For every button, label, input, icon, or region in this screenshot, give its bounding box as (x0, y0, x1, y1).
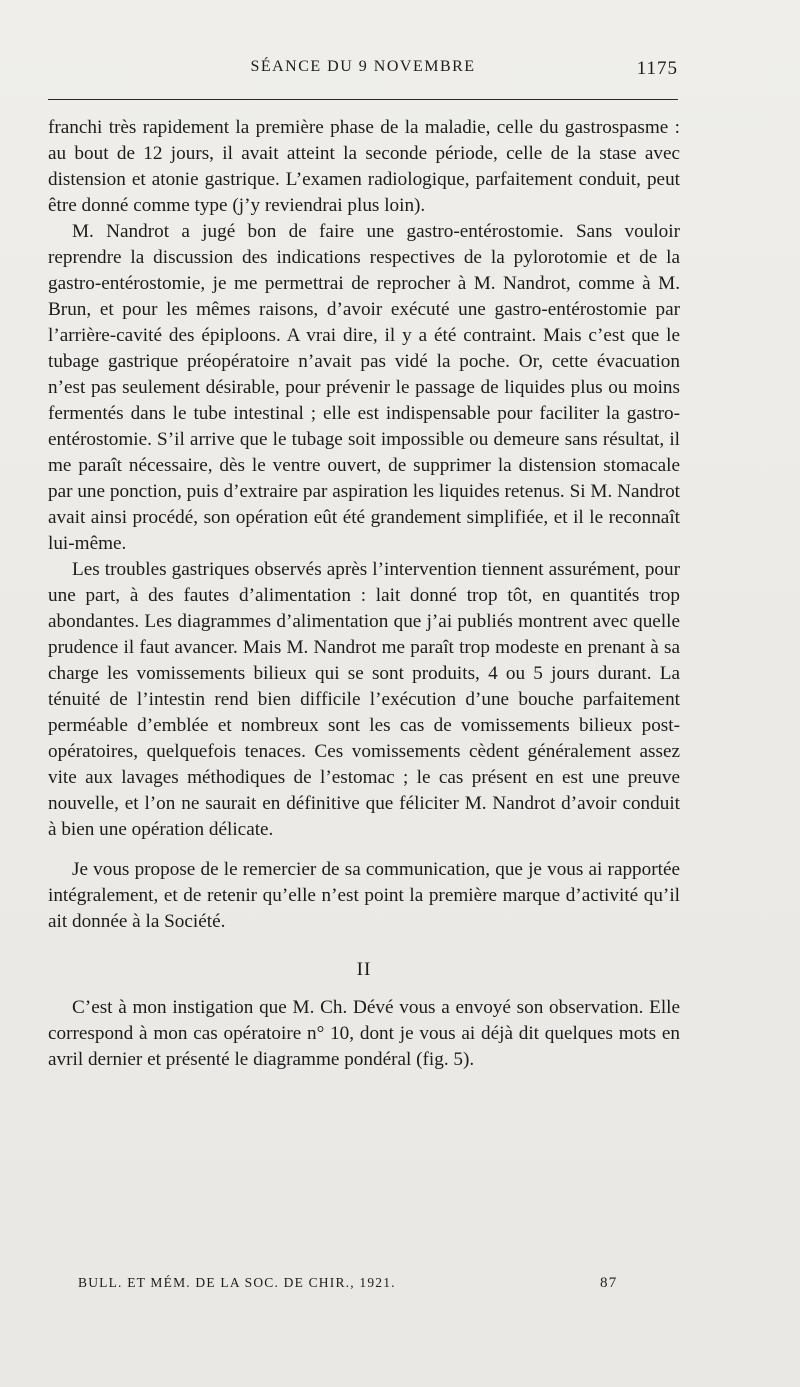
footer-sheet-number: 87 (600, 1275, 618, 1291)
header-rule (48, 99, 678, 100)
body-text (48, 115, 680, 1073)
header-title: SÉANCE DU 9 NOVEMBRE (250, 58, 476, 75)
footer-journal: BULL. ET MÉM. DE LA SOC. DE CHIR., 1921. (78, 1275, 396, 1290)
page-number: 1175 (636, 58, 678, 79)
paragraph-gastric-troubles: Les troubles gastriques observés après l’intervention tiennent assurément, pour une part, à des fautes d’alimentation : lait donné trop tôt, en quantités trop abondantes. Les diagrammes d’alimentation que j’ai publiés montrent avec quelle prudence il faut avancer. Mais M. Nandrot me paraît trop modeste en prenant à sa charge les vomissements bilieux qui se sont produits, 4 ou 5 jours durant. La ténuité de l’intestin rend bien difficile l’exécution d’une bouche parfaitement perméable d’emblée et nombreux sont les cas de vomissements bilieux post-opératoires, quelquefois tenaces. Ces vomissements cèdent généralement assez vite aux lavages méthodiques de l’estomac ; le cas présent en est une preuve nouvelle, et l’on ne saurait en définitive que féliciter M. Nandrot d’avoir conduit à bien une opération délicate. (48, 559, 680, 840)
paragraph-conclusion: Je vous propose de le remercier de sa communication, que je vous ai rapportée intégralement, et de retenir qu’elle n’est point la première marque d’activité qu’il ait donnée à la Société. (48, 859, 680, 932)
section-number: II (356, 959, 372, 980)
paragraph-continuation: franchi très rapidement la première phase de la maladie, celle du gastrospasme : au bout de 12 jours, il avait atteint la seconde période, celle de la stase avec distension et atonie gastrique. L’examen radiologique, parfaitement conduit, peut être donné comme type (j’y reviendrai plus loin). (48, 117, 680, 216)
footer (78, 1275, 678, 1299)
paragraph-nandrot-operation: M. Nandrot a jugé bon de faire une gastro-entérostomie. Sans vouloir reprendre la discussion des indications respectives de la pylorotomie et de la gastro-entérostomie, je me permettrai de reprocher à M. Nandrot, comme à M. Brun, et pour les mêmes raisons, d’avoir exécuté une gastro-entérostomie par l’arrière-cavité des épiploons. A vrai dire, il y a été contraint. Mais c’est que le tubage gastrique préopératoire n’avait pas vidé la poche. Or, cette évacuation n’est pas seulement désirable, pour prévenir le passage de liquides plus ou moins fermentés dans le tube intestinal ; elle est indispensable pour faciliter la gastro-entérostomie. S’il arrive que le tubage soit impossible ou demeure sans résultat, il me paraît nécessaire, dès le ventre ouvert, de supprimer la distension stomacale par une ponction, puis d’extraire par aspiration les liquides retenus. Si M. Nandrot avait ainsi procédé, son opération eût été grandement simplifiée, et il le reconnaît lui-même. (48, 221, 680, 554)
running-header (48, 58, 678, 88)
paragraph-deve-observation: C’est à mon instigation que M. Ch. Dévé vous a envoyé son observation. Elle correspond à mon cas opératoire n° 10, dont je vous ai déjà dit quelques mots en avril dernier et présenté le diagramme pondéral (fig. 5). (48, 997, 680, 1070)
